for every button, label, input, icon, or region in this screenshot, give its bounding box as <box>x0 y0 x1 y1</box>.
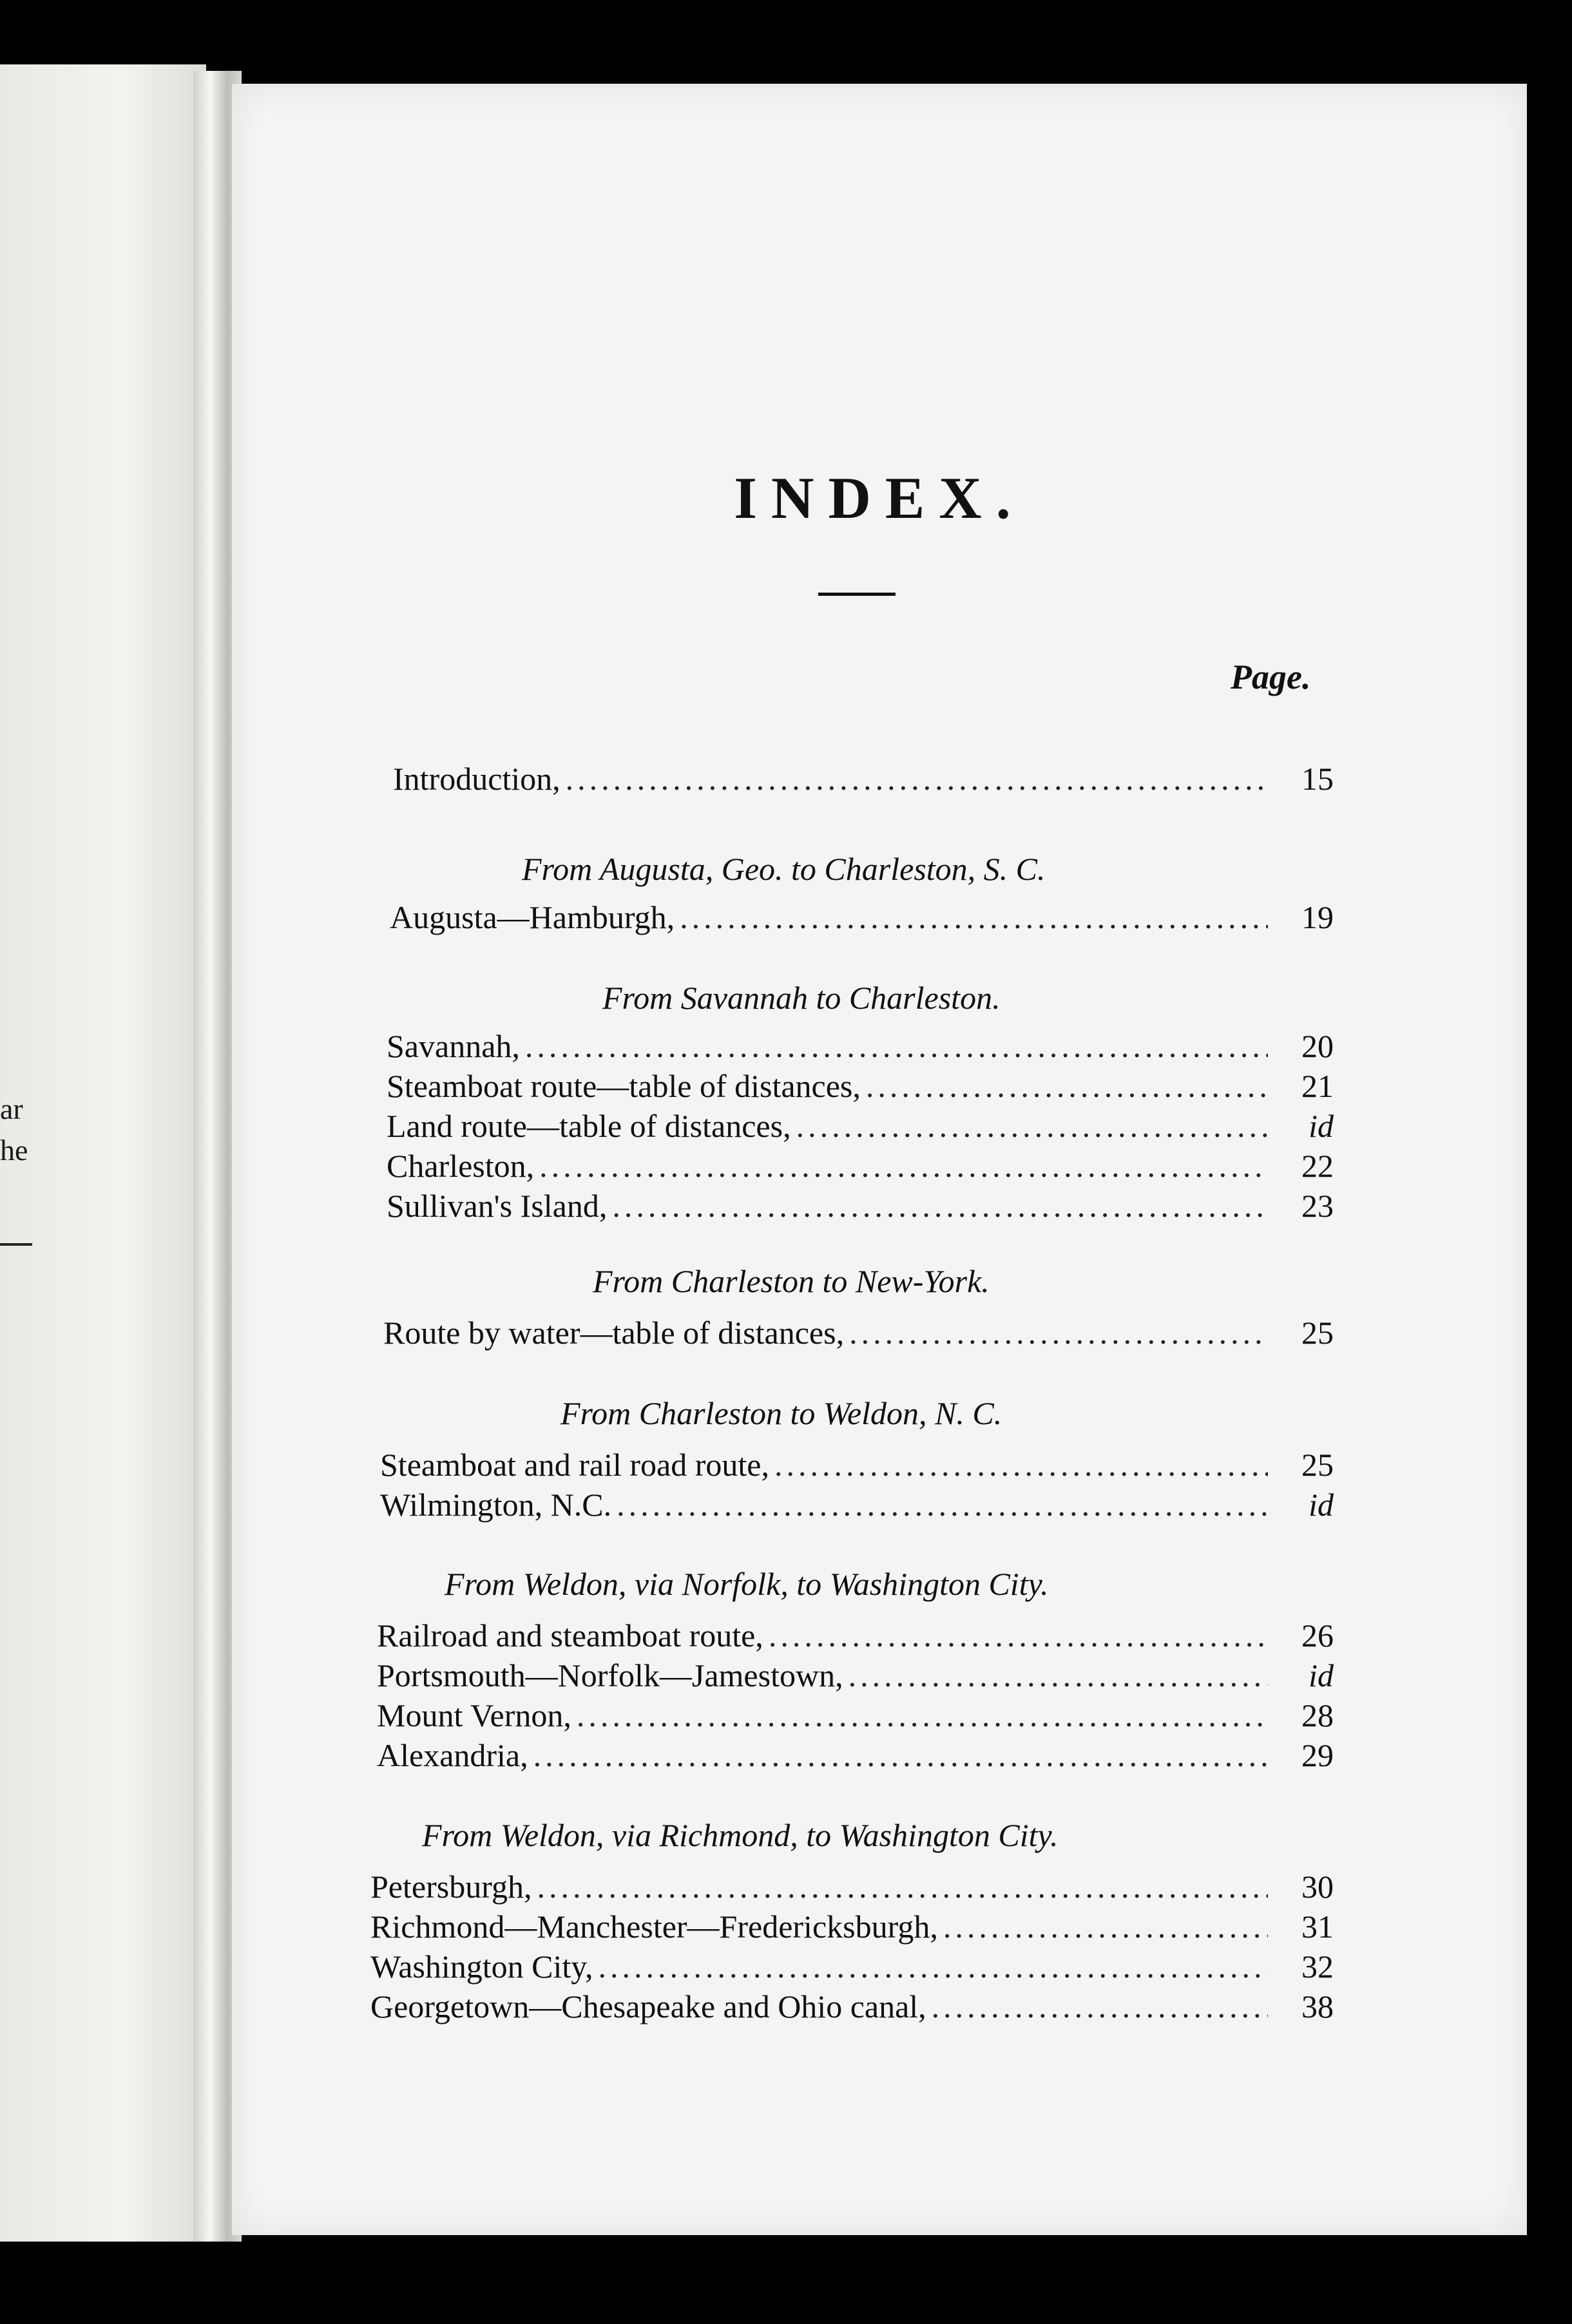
dot-leader <box>537 1868 1268 1905</box>
index-entry <box>377 1697 1334 1734</box>
facing-page-fragment <box>0 64 206 2242</box>
entry-page-number: 19 <box>1301 899 1334 935</box>
index-entry <box>370 1908 1334 1945</box>
entry-label: Georgetown—Chesapeake and Ohio canal, <box>370 1988 926 2024</box>
entry-label: Steamboat route—table of distances, <box>387 1068 861 1104</box>
dot-leader <box>866 1067 1268 1105</box>
entry-page-number: 31 <box>1301 1909 1334 1945</box>
entry-page-number: 26 <box>1301 1617 1334 1653</box>
facing-page-line: ar <box>0 1092 23 1125</box>
entry-label: Savannah, <box>387 1028 520 1064</box>
entry-page-number: id <box>1308 1487 1334 1523</box>
entry-label: Mount Vernon, <box>377 1697 571 1733</box>
section-heading: From Charleston to New-York. <box>593 1263 990 1299</box>
index-entry <box>380 1446 1334 1483</box>
entry-label: Charleston, <box>387 1148 535 1184</box>
dot-leader <box>577 1697 1268 1734</box>
title-rule <box>818 593 896 596</box>
index-entry <box>370 1948 1334 1985</box>
index-entry <box>393 760 1334 797</box>
facing-page-line: he <box>0 1134 28 1167</box>
dot-leader <box>539 1147 1268 1185</box>
section-heading: From Weldon, via Norfolk, to Washington City. <box>445 1566 1049 1602</box>
entry-label: Steamboat and rail road route, <box>380 1447 769 1483</box>
entry-page-number: 28 <box>1301 1697 1334 1733</box>
index-entry <box>387 1107 1334 1145</box>
entry-page-number: 22 <box>1301 1148 1334 1184</box>
entry-page-number: id <box>1308 1108 1334 1144</box>
index-entry <box>377 1617 1334 1654</box>
entry-label: Railroad and steamboat route, <box>377 1617 763 1653</box>
entry-label: Augusta—Hamburgh, <box>390 899 675 935</box>
entry-label: Washington City, <box>370 1948 593 1985</box>
entry-page-number: id <box>1308 1657 1334 1693</box>
dot-leader <box>849 1314 1268 1351</box>
entry-label: Wilmington, N.C. <box>380 1487 612 1523</box>
entry-page-number: 32 <box>1301 1948 1334 1985</box>
section-heading: From Savannah to Charleston. <box>602 980 1001 1016</box>
index-page <box>232 84 1527 2235</box>
entry-label: Land route—table of distances, <box>387 1108 791 1144</box>
dot-leader <box>525 1027 1268 1065</box>
entry-label: Introduction, <box>393 761 561 797</box>
index-entry <box>387 1187 1334 1224</box>
entry-label: Portsmouth—Norfolk—Jamestown, <box>377 1657 843 1693</box>
section-heading: From Augusta, Geo. to Charleston, S. C. <box>522 851 1046 887</box>
page-title: INDEX. <box>734 465 1025 531</box>
dot-leader <box>566 760 1268 797</box>
page-column-label: Page. <box>1231 658 1311 696</box>
dot-leader <box>943 1908 1268 1945</box>
dot-leader <box>533 1737 1268 1774</box>
entry-page-number: 25 <box>1301 1315 1334 1351</box>
entry-page-number: 25 <box>1301 1447 1334 1483</box>
entry-page-number: 30 <box>1301 1869 1334 1905</box>
dot-leader <box>599 1948 1268 1985</box>
section-heading: From Charleston to Weldon, N. C. <box>561 1395 1002 1431</box>
index-entry <box>370 1868 1334 1905</box>
entry-page-number: 38 <box>1301 1988 1334 2024</box>
index-entry <box>387 1027 1334 1065</box>
entry-label: Route by water—table of distances, <box>383 1315 845 1351</box>
index-entry <box>377 1657 1334 1694</box>
index-entry <box>383 1314 1334 1351</box>
entry-page-number: 29 <box>1301 1737 1334 1773</box>
index-entry <box>380 1486 1334 1523</box>
dot-leader <box>680 899 1268 936</box>
entry-label: Alexandria, <box>377 1737 528 1773</box>
entry-label: Petersburgh, <box>370 1869 532 1905</box>
entry-label: Richmond—Manchester—Fredericksburgh, <box>370 1909 938 1945</box>
index-entry <box>387 1147 1334 1185</box>
entry-page-number: 15 <box>1301 761 1334 797</box>
index-entry <box>390 899 1334 936</box>
section-heading: From Weldon, via Richmond, to Washington City. <box>422 1817 1059 1853</box>
facing-page-rule <box>0 1243 32 1246</box>
dot-leader <box>612 1187 1268 1224</box>
entry-page-number: 21 <box>1301 1068 1334 1104</box>
dot-leader <box>932 1988 1268 2025</box>
entry-page-number: 20 <box>1301 1028 1334 1064</box>
dot-leader <box>769 1617 1268 1654</box>
entry-label: Sullivan's Island, <box>387 1188 608 1224</box>
index-entry <box>370 1988 1334 2025</box>
dot-leader <box>796 1107 1268 1145</box>
entry-page-number: 23 <box>1301 1188 1334 1224</box>
index-entry <box>377 1737 1334 1774</box>
dot-leader <box>774 1446 1268 1483</box>
index-entry <box>387 1067 1334 1105</box>
facing-page-text <box>0 1089 28 1171</box>
dot-leader <box>617 1486 1268 1523</box>
dot-leader <box>848 1657 1268 1694</box>
